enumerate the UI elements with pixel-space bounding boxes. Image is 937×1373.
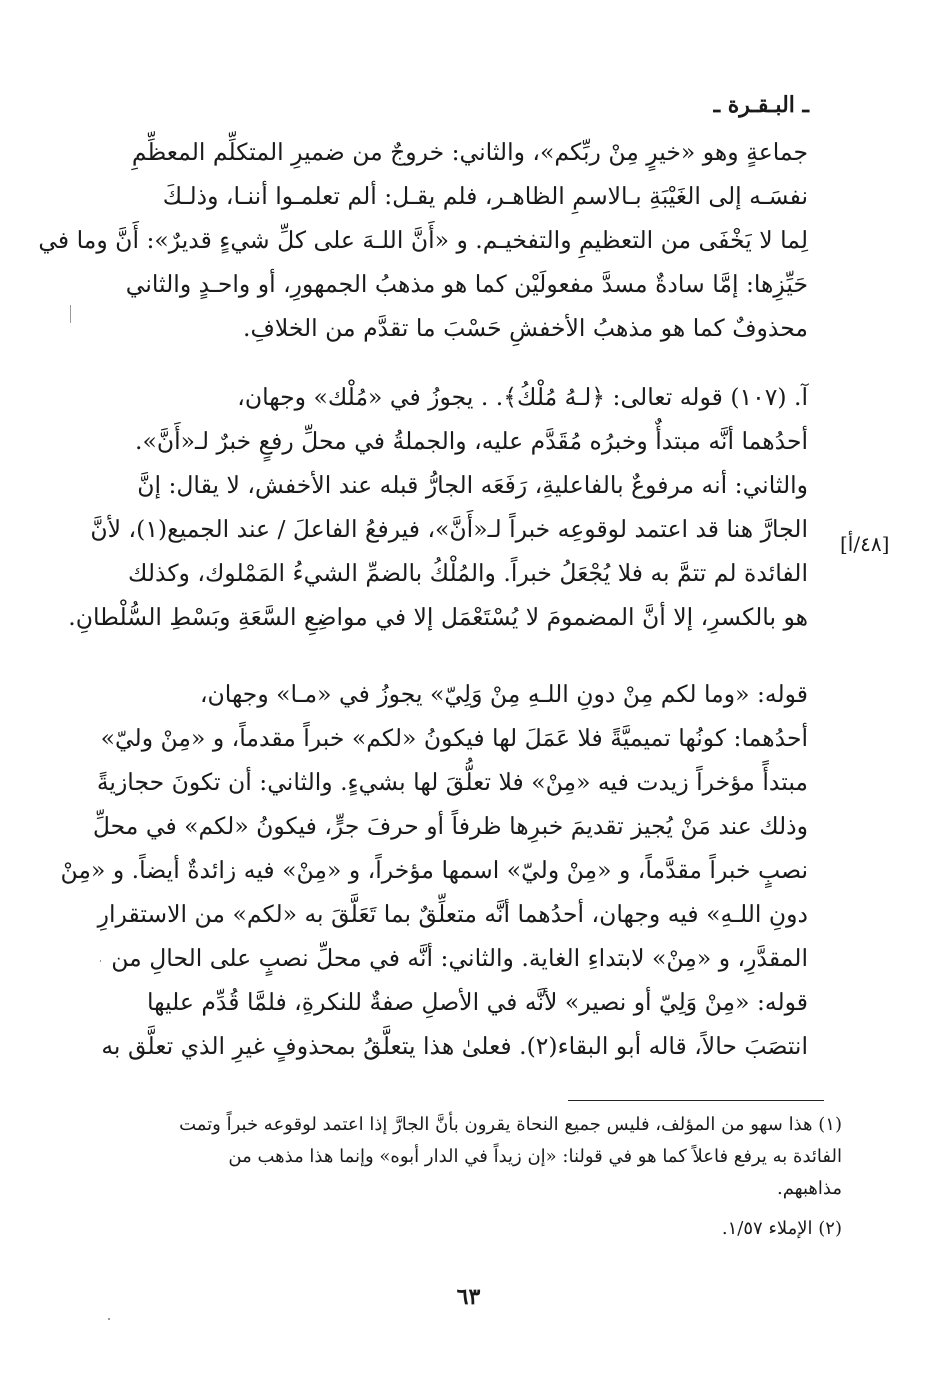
footnote-1 [132, 1114, 842, 1204]
footnote-2 [132, 1218, 842, 1244]
footnote-separator [568, 1100, 824, 1101]
paragraph-1 [38, 138, 808, 345]
paragraph-3 [60, 680, 808, 1063]
scan-mark [108, 1318, 110, 1320]
text-line: هو بالكسرِ، إلا أنَّ المضمومَ لا يُسْتَعْمَل إلا في مواضِعِ السَّعَةِ وبَسْطِ السُّلْطانِ. [68, 603, 808, 631]
text-line: نصبٍ خبراً مقدَّماً، و «مِنْ وليّ» اسمها مؤخراً، و «مِنْ» فيه زائدةٌ أيضاً. و «مِنْ [60, 856, 808, 884]
text-line: والثاني: أنه مرفوعٌ بالفاعليةِ، رَفَعَه الجارُّ قبله عند الأخفش، لا يقال: إنَّ [137, 471, 808, 499]
scan-mark [70, 305, 71, 323]
text-line: انتصَبَ حالاً، قاله أبو البقاء(٢). فعلىٰ هذا يتعلَّقُ بمحذوفٍ غيرِ الذي تعلَّق به [101, 1032, 808, 1060]
text-line: الجارَّ هنا قد اعتمد لوقوعِه خبراً لـ«أَنَّ»، فيرفعُ الفاعلَ / عند الجميع(١)، لأنَّ [90, 515, 808, 543]
text-line: نفسَـه إلى الغَيْبَةِ بـالاسمِ الظاهـر، فلم يقـل: ألم تعلمـوا أننـا، وذلـكَ [162, 182, 808, 210]
text-line: قوله: «وما لكم مِنْ دونِ اللـهِ مِنْ وَلِيّ» يجوزُ في «مـا» وجهان، [199, 680, 808, 708]
paragraph-2 [68, 383, 808, 634]
page-number: ٦٣ [456, 1284, 481, 1310]
text-line: الفائدة لم تتمَّ به فلا يُجْعَلُ خبراً. والمُلْكُ بالضمِّ الشيءُ المَمْلوك، وكذلك [128, 559, 808, 587]
text-line: محذوفٌ كما هو مذهبُ الأخفشِ حَسْبَ ما تقدَّم من الخلافِ. [242, 314, 808, 342]
text-line: مبتدأً مؤخراً زيدت فيه «مِنْ» فلا تعلُّقَ لها بشيءٍ. والثاني: أن تكونَ حجازيةً [96, 768, 808, 796]
text-line: حَيِّزِها: إمَّا سادةٌ مسدَّ مفعولَيْن كما هو مذهبُ الجمهورِ، أو واحـدٍ والثاني [125, 270, 808, 298]
footnote-line: الفائدة به يرفع فاعلاً كما هو في قولنا: «إن زيداً في الدار أبوه» وإنما هذا مذهب من [228, 1146, 842, 1167]
text-line: المقدَّرِ، و «مِنْ» لابتداءِ الغاية. والثاني: أنَّه في محلِّ نصبٍ على الحالِ من [111, 944, 808, 972]
footnote-line: مذاهبهم. [776, 1178, 842, 1199]
text-line: قوله: «مِنْ وَلِيّ أو نصير» لأنَّه في الأصلِ صفةٌ للنكرةِ، فلمَّا قُدِّم عليها [147, 988, 808, 1016]
text-line: وذلك عند مَنْ يُجيز تقديمَ خبرِها ظرفاً أو حرفَ جرٍّ، فيكونُ «لكم» في محلِّ [92, 812, 808, 840]
footnote-line: (١) هذا سهو من المؤلف، فليس جميع النحاة يقرون بأنَّ الجارَّ إذا اعتمد لوقوعه خبراً وتمت [179, 1114, 842, 1135]
margin-folio-note: [٤٨/أ] [840, 532, 890, 556]
text-line: أحدُهما أنَّه مبتدأٌ وخبرُه مُقَدَّم عليه، والجملةُ في محلِّ رفعٍ خبرٌ لـ«أَنَّ». [135, 427, 808, 455]
text-line: جماعةٍ وهو «خيرٍ مِنْ ربِّكم»، والثاني: خروجٌ من ضميرِ المتكلِّم المعظِّمِ [131, 138, 808, 166]
footnote-line: (٢) الإملاء ١/٥٧. [721, 1218, 842, 1239]
running-header: ـ البـقـرة ـ [713, 92, 809, 118]
text-line: أحدُهما: كونُها تميميَّةً فلا عَمَلَ لها فيكونُ «لكم» خبراً مقدماً، و «مِنْ وليّ» [100, 724, 808, 752]
text-line: لِما لا يَخْفَى من التعظيمِ والتفخيـم. و «أَنَّ اللـهَ على كلِّ شيءٍ قديرٌ»: أَنَّ وما في [38, 226, 808, 254]
text-line: دونِ اللـهِ» فيه وجهان، أحدُهما أنَّه متعلِّقٌ بما تَعَلَّقَ به «لكم» من الاستقرارِ [97, 900, 808, 928]
scan-mark [100, 960, 101, 962]
text-line: آ. (١٠٧) قوله تعالى: ﴿لـهُ مُلْكُ﴾. . يجوزُ في «مُلْك» وجهان، [237, 383, 808, 411]
